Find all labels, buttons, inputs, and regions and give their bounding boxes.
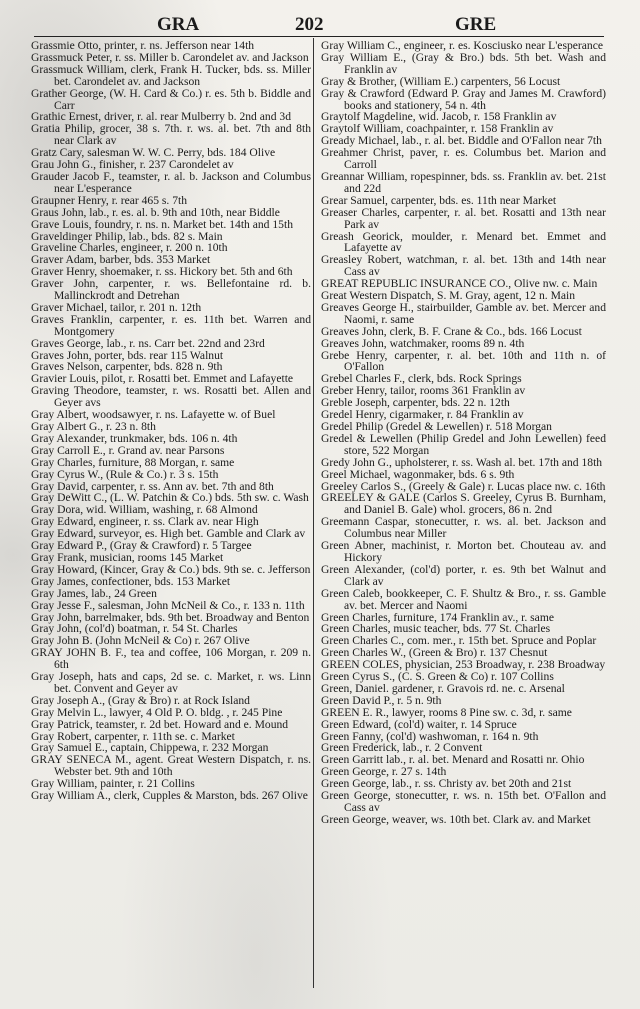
directory-entry: Gready Michael, lab., r. al. bet. Biddle and O'Fallon near 7th bbox=[321, 134, 602, 148]
directory-entry: Graves George, lab., r. ns. Carr bet. 22nd and 23rd bbox=[31, 336, 265, 350]
directory-entry: Gravier Louis, pilot, r. Rosatti bet. Emmet and Lafayette bbox=[31, 372, 294, 386]
directory-entry: Grebel Charles F., clerk, bds. Rock Springs bbox=[321, 372, 522, 386]
directory-entry: Grear Samuel, carpenter, bds. es. 11th near Market bbox=[321, 193, 557, 207]
directory-entry: Grassmuck Peter, r. ss. Miller b. Carondelet av. and Jackson bbox=[31, 50, 309, 64]
directory-entry: Greaser Charles, carpenter, r. al. bet. Rosatti and 13th near Park av bbox=[321, 205, 606, 231]
directory-entry: Greaves George H., stairbuilder, Gamble av. bet. Mercer and Naomi, r. same bbox=[321, 300, 606, 326]
directory-entry: Graupner Henry, r. rear 465 s. 7th bbox=[31, 193, 188, 207]
directory-entry: Gray & Crawford (Edward P. Gray and James M. Crawford) books and stationery, 54 n. 4th bbox=[321, 86, 606, 112]
column-divider bbox=[313, 38, 314, 988]
directory-entry: Gredel & Lewellen (Philip Gredel and John Lewellen) feed store, 522 Morgan bbox=[321, 431, 606, 457]
directory-entry: Green George, lab., r. ss. Christy av. bet 20th and 21st bbox=[321, 777, 572, 791]
directory-entry: Green Abner, machinist, r. Morton bet. Chouteau av. and Hickory bbox=[321, 539, 606, 564]
directory-entry: Graves Franklin, carpenter, r. es. 11th bet. Warren and Montgomery bbox=[31, 312, 311, 338]
directory-entry: Gredy John G., upholsterer, r. ss. Wash al. bet. 17th and 18th bbox=[321, 455, 603, 469]
directory-entry: Gray James, confectioner, bds. 153 Market bbox=[31, 574, 231, 588]
directory-entry: Greeley Carlos S., (Greely & Gale) r. Lucas place nw. c. 16th bbox=[321, 479, 606, 493]
directory-entry: GREAT REPUBLIC INSURANCE CO., Olive nw. c. Main bbox=[321, 277, 598, 291]
directory-entry: Greahmer Christ, paver, r. es. Columbus bet. Marion and Carroll bbox=[321, 146, 606, 172]
directory-entry: Green George, stonecutter, r. ws. n. 15th bet. O'Fallon and Cass av bbox=[321, 789, 606, 814]
directory-entry: Gray William A., clerk, Cupples & Marston, bds. 267 Olive bbox=[31, 789, 308, 803]
directory-entry: Graus John, lab., r. es. al. b. 9th and 10th, near Biddle bbox=[31, 205, 280, 219]
directory-entry: Graver John, carpenter, r. ws. Bellefontaine rd. b. Mallinckrodt and Detrehan bbox=[31, 277, 311, 303]
directory-entry: Gray Edward P., (Gray & Crawford) r. 5 Targee bbox=[31, 539, 252, 553]
directory-entry: Grassmuck William, clerk, Frank H. Tucker, bds. ss. Miller bet. Carondelet av. and Jackson bbox=[31, 62, 311, 88]
directory-entry: Grassmie Otto, printer, r. ns. Jefferson near 14th bbox=[31, 39, 255, 52]
directory-entry: Gray David, carpenter, r. ss. Ann av. bet. 7th and 8th bbox=[31, 479, 274, 493]
directory-entry: Green David P., r. 5 n. 9th bbox=[321, 693, 442, 707]
directory-entry: Gray William E., (Gray & Bro.) bds. 5th bet. Wash and Franklin av bbox=[321, 50, 606, 76]
directory-entry: GRAY SENECA M., agent. Great Western Dispatch, r. ns. Webster bet. 9th and 10th bbox=[31, 753, 311, 779]
directory-entry: Greemann Caspar, stonecutter, r. ws. al. bet. Jackson and Columbus near Miller bbox=[321, 515, 606, 541]
directory-entry: Gray Joseph, hats and caps, 2d se. c. Market, r. ws. Linn bet. Convent and Geyer av bbox=[31, 670, 311, 695]
directory-entry: Green Frederick, lab., r. 2 Convent bbox=[321, 741, 483, 755]
directory-entry: GREEN E. R., lawyer, rooms 8 Pine sw. c. 3d, r. same bbox=[321, 705, 572, 719]
directory-entry: Graves John, porter, bds. rear 115 Walnut bbox=[31, 348, 224, 362]
directory-entry: Gray James, lab., 24 Green bbox=[31, 586, 157, 600]
directory-entry: Green Charles, furniture, 174 Franklin av., r. same bbox=[321, 610, 554, 624]
directory-entry: Gray Robert, carpenter, r. 11th se. c. Market bbox=[31, 729, 235, 743]
directory-entry: Grather George, (W. H. Card & Co.) r. es. 5th b. Biddle and Carr bbox=[31, 86, 311, 112]
directory-entry: Green Charles, music teacher, bds. 77 St. Charles bbox=[321, 622, 551, 636]
directory-entry: Grau John G., finisher, r. 237 Carondelet av bbox=[31, 158, 234, 172]
directory-entry: Gray & Brother, (William E.) carpenters, 56 Locust bbox=[321, 74, 561, 88]
directory-entry: Greaves John, clerk, B. F. Crane & Co., bds. 166 Locust bbox=[321, 324, 582, 338]
directory-entry: Gredel Philip (Gredel & Lewellen) r. 518 Morgan bbox=[321, 420, 552, 433]
directory-entry: GREELEY & GALE (Carlos S. Greeley, Cyrus B. Burnham, and Daniel B. Gale) whol. grocers, 86 n. 2nd bbox=[321, 491, 606, 517]
directory-entry: Green Cyrus S., (C. S. Green & Co) r. 107 Collins bbox=[321, 670, 554, 684]
directory-entry: Greaves John, watchmaker, rooms 89 n. 4th bbox=[321, 336, 525, 350]
directory-entry: Grebe Henry, carpenter, r. al. bet. 10th and 11th n. of O'Fallon bbox=[321, 348, 606, 374]
directory-entry: Gray Albert, woodsawyer, r. ns. Lafayette w. of Buel bbox=[31, 408, 276, 422]
directory-entry: Gray Charles, furniture, 88 Morgan, r. same bbox=[31, 455, 235, 469]
directory-entry: Great Western Dispatch, S. M. Gray, agent, 12 n. Main bbox=[321, 289, 576, 303]
directory-entry: Greel Michael, wagonmaker, bds. 6 s. 9th bbox=[321, 467, 515, 481]
directory-entry: Graver Michael, tailor, r. 201 n. 12th bbox=[31, 300, 202, 314]
left-guide-word: GRA bbox=[157, 14, 200, 35]
directory-entry: Gray John B. (John McNeil & Co) r. 267 Olive bbox=[31, 634, 250, 648]
directory-entry: Graver Adam, barber, bds. 353 Market bbox=[31, 253, 211, 267]
directory-entry: Gray Samuel E., captain, Chippewa, r. 232 Morgan bbox=[31, 741, 269, 755]
directory-entry: Grave Louis, foundry, r. ns. n. Market bet. 14th and 15th bbox=[31, 217, 293, 231]
directory-entry: Graytolf Magdeline, wid. Jacob, r. 158 Franklin av bbox=[321, 110, 557, 124]
directory-entry: Gray Cyrus W., (Rule & Co.) r. 3 s. 15th bbox=[31, 467, 219, 481]
directory-entry: Gratz Cary, salesman W. W. C. Perry, bds. 184 Olive bbox=[31, 146, 276, 160]
directory-entry: Graveldinger Philip, lab., bds. 82 s. Main bbox=[31, 229, 223, 243]
directory-entry: Gray Melvin L., lawyer, 4 Old P. O. bldg. , r. 245 Pine bbox=[31, 705, 283, 719]
directory-entry: Gray Joseph A., (Gray & Bro) r. at Rock Island bbox=[31, 693, 250, 707]
directory-entry: Green George, weaver, ws. 10th bet. Clark av. and Market bbox=[321, 812, 591, 826]
directory-entry: Graving Theodore, teamster, r. ws. Rosatti bet. Allen and Geyer avs bbox=[31, 384, 311, 410]
directory-entry: Green Alexander, (col'd) porter, r. es. 9th bet Walnut and Clark av bbox=[321, 562, 606, 588]
directory-entry: Gray William C., engineer, r. es. Kosciusko near L'esperance bbox=[321, 39, 603, 52]
directory-entry: Greash Georick, moulder, r. Menard bet. Emmet and Lafayette av bbox=[321, 229, 606, 255]
directory-entry: Gray John, barrelmaker, bds. 9th bet. Broadway and Benton bbox=[31, 610, 310, 624]
left-column bbox=[31, 40, 311, 802]
directory-entry: Gray Dora, wid. William, washing, r. 68 Almond bbox=[31, 503, 258, 517]
directory-entry: GREEN COLES, physician, 253 Broadway, r. 238 Broadway bbox=[321, 658, 606, 672]
right-guide-word: GRE bbox=[455, 14, 497, 35]
directory-entry: Green George, r. 27 s. 14th bbox=[321, 765, 447, 779]
directory-entry: Greannar William, ropespinner, bds. ss. Franklin av. bet. 21st and 22d bbox=[321, 169, 606, 195]
right-column bbox=[321, 40, 606, 826]
directory-entry: Gray William, painter, r. 21 Collins bbox=[31, 777, 195, 791]
directory-entry: Gray Carroll E., r. Grand av. near Parsons bbox=[31, 443, 225, 457]
directory-entry: Green Fanny, (col'd) washwoman, r. 164 n. 9th bbox=[321, 729, 539, 743]
directory-entry: Gratia Philip, grocer, 38 s. 7th. r. ws. al. bet. 7th and 8th near Clark av bbox=[31, 122, 311, 148]
directory-entry: Grauder Jacob F., teamster, r. al. b. Jackson and Columbus near L'esperance bbox=[31, 169, 311, 195]
directory-entry: Graveline Charles, engineer, r. 200 n. 10th bbox=[31, 241, 228, 255]
directory-entry: GRAY JOHN B. F., tea and coffee, 106 Morgan, r. 209 n. 6th bbox=[31, 646, 311, 672]
directory-entry: Green Caleb, bookkeeper, C. F. Shultz & Bro., r. ss. Gamble av. bet. Mercer and Naomi bbox=[321, 586, 606, 612]
directory-entry: Green, Daniel. gardener, r. Gravois rd. ne. c. Arsenal bbox=[321, 681, 565, 695]
directory-entry: Grathic Ernest, driver, r. al. rear Mulberry b. 2nd and 3d bbox=[31, 110, 291, 124]
directory-entry: Greasley Robert, watchman, r. al. bet. 13th and 14th near Cass av bbox=[321, 253, 606, 279]
directory-entry: Gray Jesse F., salesman, John McNeil & Co., r. 133 n. 11th bbox=[31, 598, 305, 612]
directory-entry: Gray Edward, surveyor, es. High bet. Gamble and Clark av bbox=[31, 527, 306, 541]
directory-entry: Gray Patrick, teamster, r. 2d bet. Howard and e. Mound bbox=[31, 717, 289, 731]
directory-entry: Gray Albert G., r. 23 n. 8th bbox=[31, 420, 156, 433]
directory-entry: Gredel Henry, cigarmaker, r. 84 Franklin av bbox=[321, 408, 524, 422]
directory-entry: Gray DeWitt C., (L. W. Patchin & Co.) bds. 5th sw. c. Wash bbox=[31, 491, 309, 505]
directory-entry: Green Charles W., (Green & Bro) r. 137 Chesnut bbox=[321, 646, 548, 660]
header-rule bbox=[34, 36, 604, 37]
directory-entry: Gray John, (col'd) boatman, r. 54 St. Charles bbox=[31, 622, 238, 636]
directory-entry: Green Charles C., com. mer., r. 15th bet. Spruce and Poplar bbox=[321, 634, 597, 648]
directory-entry: Gray Edward, engineer, r. ss. Clark av. near High bbox=[31, 515, 259, 529]
directory-entry: Green Edward, (col'd) waiter, r. 14 Spruce bbox=[321, 717, 517, 731]
directory-entry: Gray Frank, musician, rooms 145 Market bbox=[31, 550, 224, 564]
page-number: 202 bbox=[295, 14, 324, 35]
directory-entry: Greber Henry, tailor, rooms 361 Franklin av bbox=[321, 384, 526, 398]
directory-entry: Gray Alexander, trunkmaker, bds. 106 n. 4th bbox=[31, 431, 238, 445]
directory-entry: Green Garritt lab., r. al. bet. Menard and Rosatti nr. Ohio bbox=[321, 753, 585, 767]
directory-entry: Graver Henry, shoemaker, r. ss. Hickory bet. 5th and 6th bbox=[31, 265, 293, 279]
directory-entry: Graytolf William, coachpainter, r. 158 Franklin av bbox=[321, 122, 554, 136]
directory-entry: Graves Nelson, carpenter, bds. 828 n. 9th bbox=[31, 360, 223, 374]
directory-entry: Gray Howard, (Kincer, Gray & Co.) bds. 9th se. c. Jefferson bbox=[31, 562, 311, 576]
directory-entry: Greble Joseph, carpenter, bds. 22 n. 12th bbox=[321, 396, 510, 410]
